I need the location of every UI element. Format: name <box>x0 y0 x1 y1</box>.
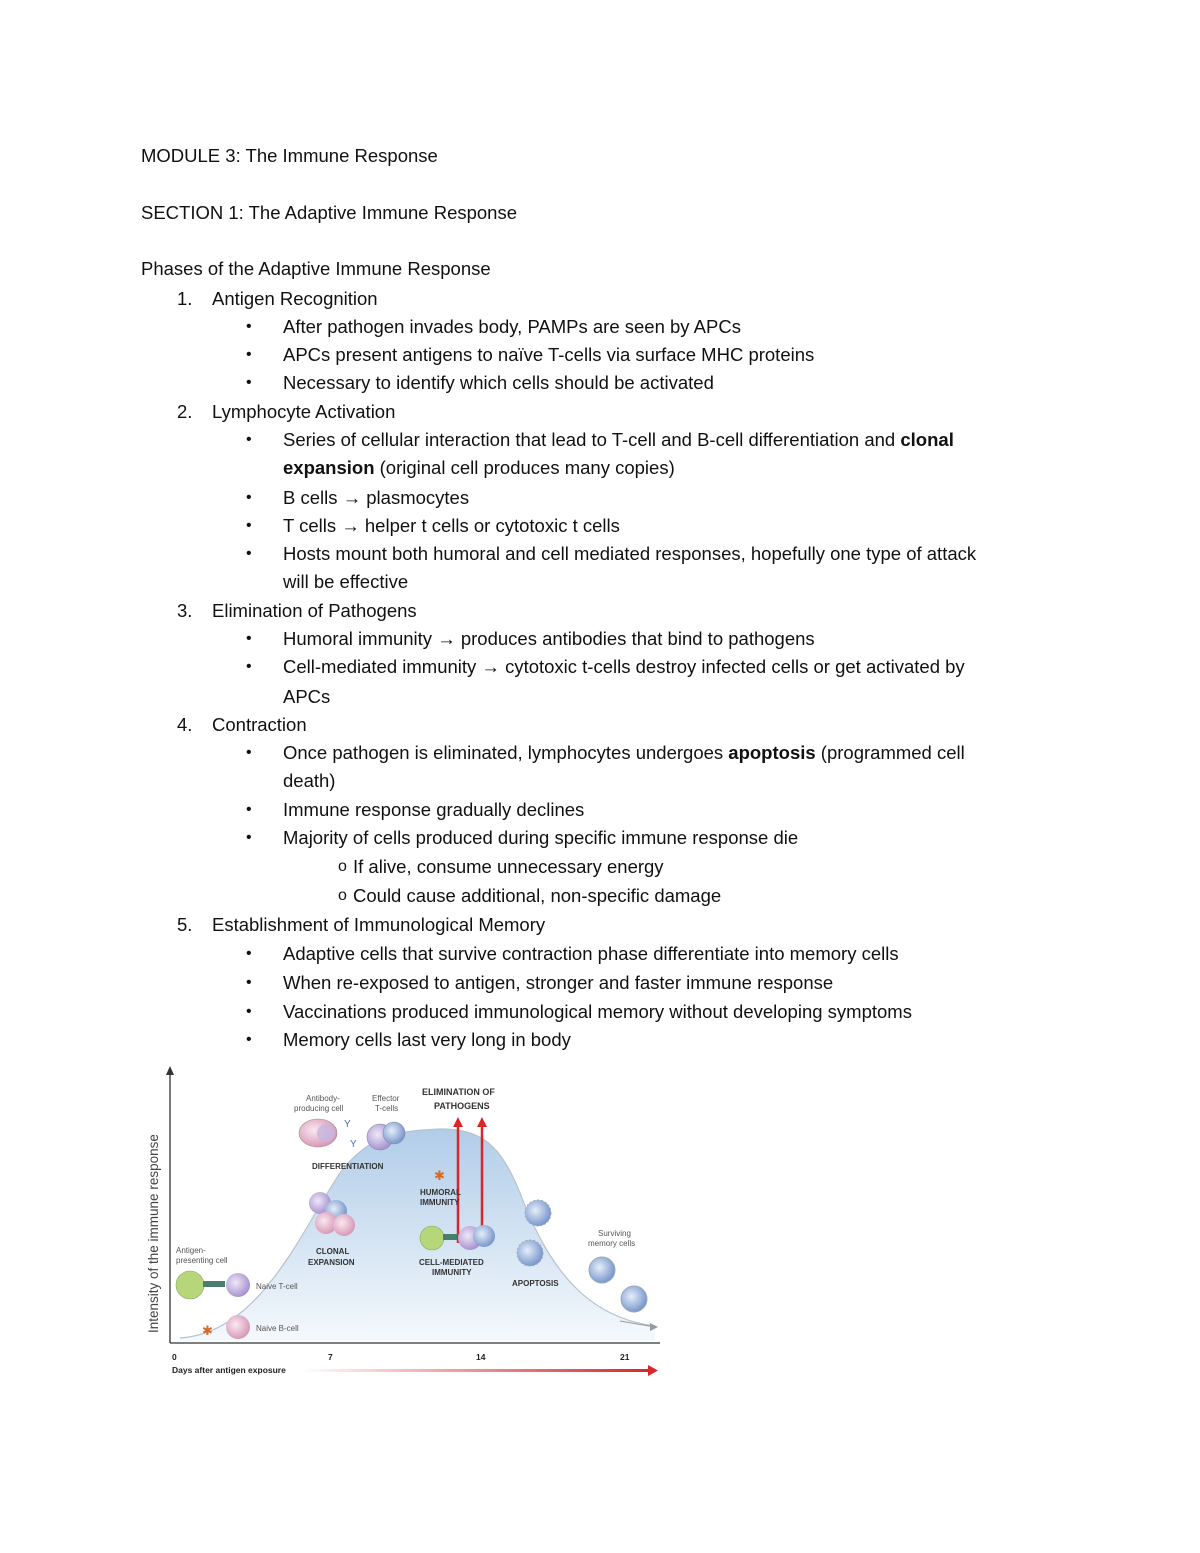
bullet-glyph: • <box>246 318 252 335</box>
module-title: MODULE 3: The Immune Response <box>141 145 438 166</box>
sub-bullet-glyph: o <box>338 887 347 904</box>
antibody-y-icon: Y <box>350 1139 357 1150</box>
list-number: 2. <box>177 401 193 422</box>
bullet-glyph: • <box>246 744 252 761</box>
cellmed-label: CELL-MEDIATED <box>419 1258 484 1267</box>
diagram-svg <box>140 1063 685 1383</box>
bullet-glyph: • <box>246 945 252 962</box>
memory-cell <box>621 1286 647 1312</box>
bullet-text: Vaccinations produced immunological memory without developing symptoms <box>283 1001 912 1022</box>
bullet-glyph: • <box>246 829 252 846</box>
bullet-text: Majority of cells produced during specific immune response die <box>283 827 799 848</box>
phase-title: Contraction <box>212 714 307 735</box>
response-curve-area <box>180 1129 655 1341</box>
clonal-label-2: EXPANSION <box>308 1258 355 1267</box>
bullet-text: Humoral immunity → produces antibodies that bind to pathogens <box>283 628 815 649</box>
phases-heading: Phases of the Adaptive Immune Response <box>141 258 491 279</box>
pathogen-icon: ✱ <box>202 1323 213 1338</box>
bullet-glyph: • <box>246 545 252 562</box>
bullet-text: Memory cells last very long in body <box>283 1029 571 1050</box>
apc-cell <box>420 1226 444 1250</box>
bullet-glyph: • <box>246 489 252 506</box>
elimination-label-2: PATHOGENS <box>434 1101 490 1111</box>
pathogen-icon: ✱ <box>434 1168 445 1183</box>
clonal-label: CLONAL <box>316 1247 350 1256</box>
bullet-glyph: • <box>246 1031 252 1048</box>
bullet-text: APCs present antigens to naïve T-cells via surface MHC proteins <box>283 344 815 365</box>
list-number: 5. <box>177 914 193 935</box>
antibody-label-2: producing cell <box>294 1104 344 1113</box>
bullet-text-continued: will be effective <box>283 571 409 592</box>
apoptosis-label: APOPTOSIS <box>512 1279 559 1288</box>
differentiation-label: DIFFERENTIATION <box>312 1162 384 1171</box>
bullet-text: Series of cellular interaction that lead to T-cell and B-cell differentiation and clonal <box>283 429 954 450</box>
naive-t-cell <box>226 1273 250 1297</box>
surviving-label: Surviving <box>598 1229 631 1238</box>
bullet-glyph: • <box>246 974 252 991</box>
list-number: 3. <box>177 600 193 621</box>
bullet-text: When re-exposed to antigen, stronger and faster immune response <box>283 972 834 993</box>
sub-bullet-glyph: o <box>338 858 347 875</box>
bullet-glyph: • <box>246 1003 252 1020</box>
bullet-glyph: • <box>246 630 252 647</box>
apc-label-2: presenting cell <box>176 1256 228 1265</box>
bullet-text: After pathogen invades body, PAMPs are seen by APCs <box>283 316 741 337</box>
phase-title: Establishment of Immunological Memory <box>212 914 546 935</box>
bullet-text: Immune response gradually declines <box>283 799 585 820</box>
bullet-glyph: • <box>246 431 252 448</box>
bullet-text: Once pathogen is eliminated, lymphocytes undergoes apoptosis (programmed cell <box>283 742 965 763</box>
immune-response-diagram <box>140 1063 685 1383</box>
memory-cell <box>589 1257 615 1283</box>
bullet-text: Adaptive cells that survive contraction phase differentiate into memory cells <box>283 943 899 964</box>
sub-bullet-text: If alive, consume unnecessary energy <box>353 856 664 877</box>
x-tick-7: 7 <box>328 1352 333 1362</box>
clonal-cell <box>333 1214 355 1236</box>
antibody-y-icon: Y <box>344 1119 351 1130</box>
bullet-text-continued: expansion (original cell produces many copies) <box>283 457 675 478</box>
phase-title: Elimination of Pathogens <box>212 600 417 621</box>
apoptotic-cell <box>517 1240 543 1266</box>
cellmed-label-2: IMMUNITY <box>432 1268 472 1277</box>
apoptotic-cell <box>525 1200 551 1226</box>
section-title: SECTION 1: The Adaptive Immune Response <box>141 202 518 223</box>
phase-title: Lymphocyte Activation <box>212 401 396 422</box>
bullet-text: B cells → plasmocytes <box>283 487 470 508</box>
effector-label-2: T-cells <box>375 1104 399 1113</box>
elimination-label: ELIMINATION OF <box>422 1087 495 1097</box>
x-tick-14: 14 <box>476 1352 486 1362</box>
receptor-bridge <box>203 1281 225 1287</box>
x-tick-0: 0 <box>172 1352 177 1362</box>
naive-t-label: Naive T-cell <box>256 1282 298 1291</box>
naive-b-cell <box>226 1315 250 1339</box>
bullet-text-continued: death) <box>283 770 336 791</box>
elimination-arrowhead-2 <box>477 1117 487 1127</box>
apc-label: Antigen- <box>176 1246 206 1255</box>
bullet-glyph: • <box>246 374 252 391</box>
bullet-text: Necessary to identify which cells should be activated <box>283 372 714 393</box>
antibody-label: Antibody- <box>306 1094 340 1103</box>
bullet-text: Hosts mount both humoral and cell mediated responses, hopefully one type of attack <box>283 543 977 564</box>
x-tick-21: 21 <box>620 1352 630 1362</box>
bullet-glyph: • <box>246 658 252 675</box>
effector-label: Effector <box>372 1094 400 1103</box>
bullet-glyph: • <box>246 346 252 363</box>
humoral-label: HUMORAL <box>420 1188 461 1197</box>
surviving-label-2: memory cells <box>588 1239 636 1248</box>
t-cell <box>473 1225 495 1247</box>
antibody-cell-inner <box>317 1124 335 1142</box>
bullet-text: T cells → helper t cells or cytotoxic t cells <box>283 515 620 536</box>
x-axis-label: Days after antigen exposure <box>172 1365 286 1375</box>
bullet-glyph: • <box>246 801 252 818</box>
apc-cell-start <box>176 1271 204 1299</box>
humoral-label-2: IMMUNITY <box>420 1198 460 1207</box>
receptor-bridge <box>443 1234 457 1240</box>
bullet-text-continued: APCs <box>283 686 331 707</box>
bullet-glyph: • <box>246 517 252 534</box>
phase-title: Antigen Recognition <box>212 288 378 309</box>
time-arrow-head <box>648 1365 658 1376</box>
y-axis-arrowhead <box>166 1066 174 1075</box>
bullet-text: Cell-mediated immunity → cytotoxic t-cells destroy infected cells or get activated by <box>283 656 965 677</box>
effector-cell <box>383 1122 405 1144</box>
list-number: 4. <box>177 714 193 735</box>
sub-bullet-text: Could cause additional, non-specific damage <box>353 885 722 906</box>
y-axis-label: Intensity of the immune response <box>146 1134 161 1333</box>
list-number: 1. <box>177 288 193 309</box>
elimination-arrowhead-1 <box>453 1117 463 1127</box>
time-arrow-bar <box>300 1369 650 1372</box>
naive-b-label: Naive B-cell <box>256 1324 299 1333</box>
